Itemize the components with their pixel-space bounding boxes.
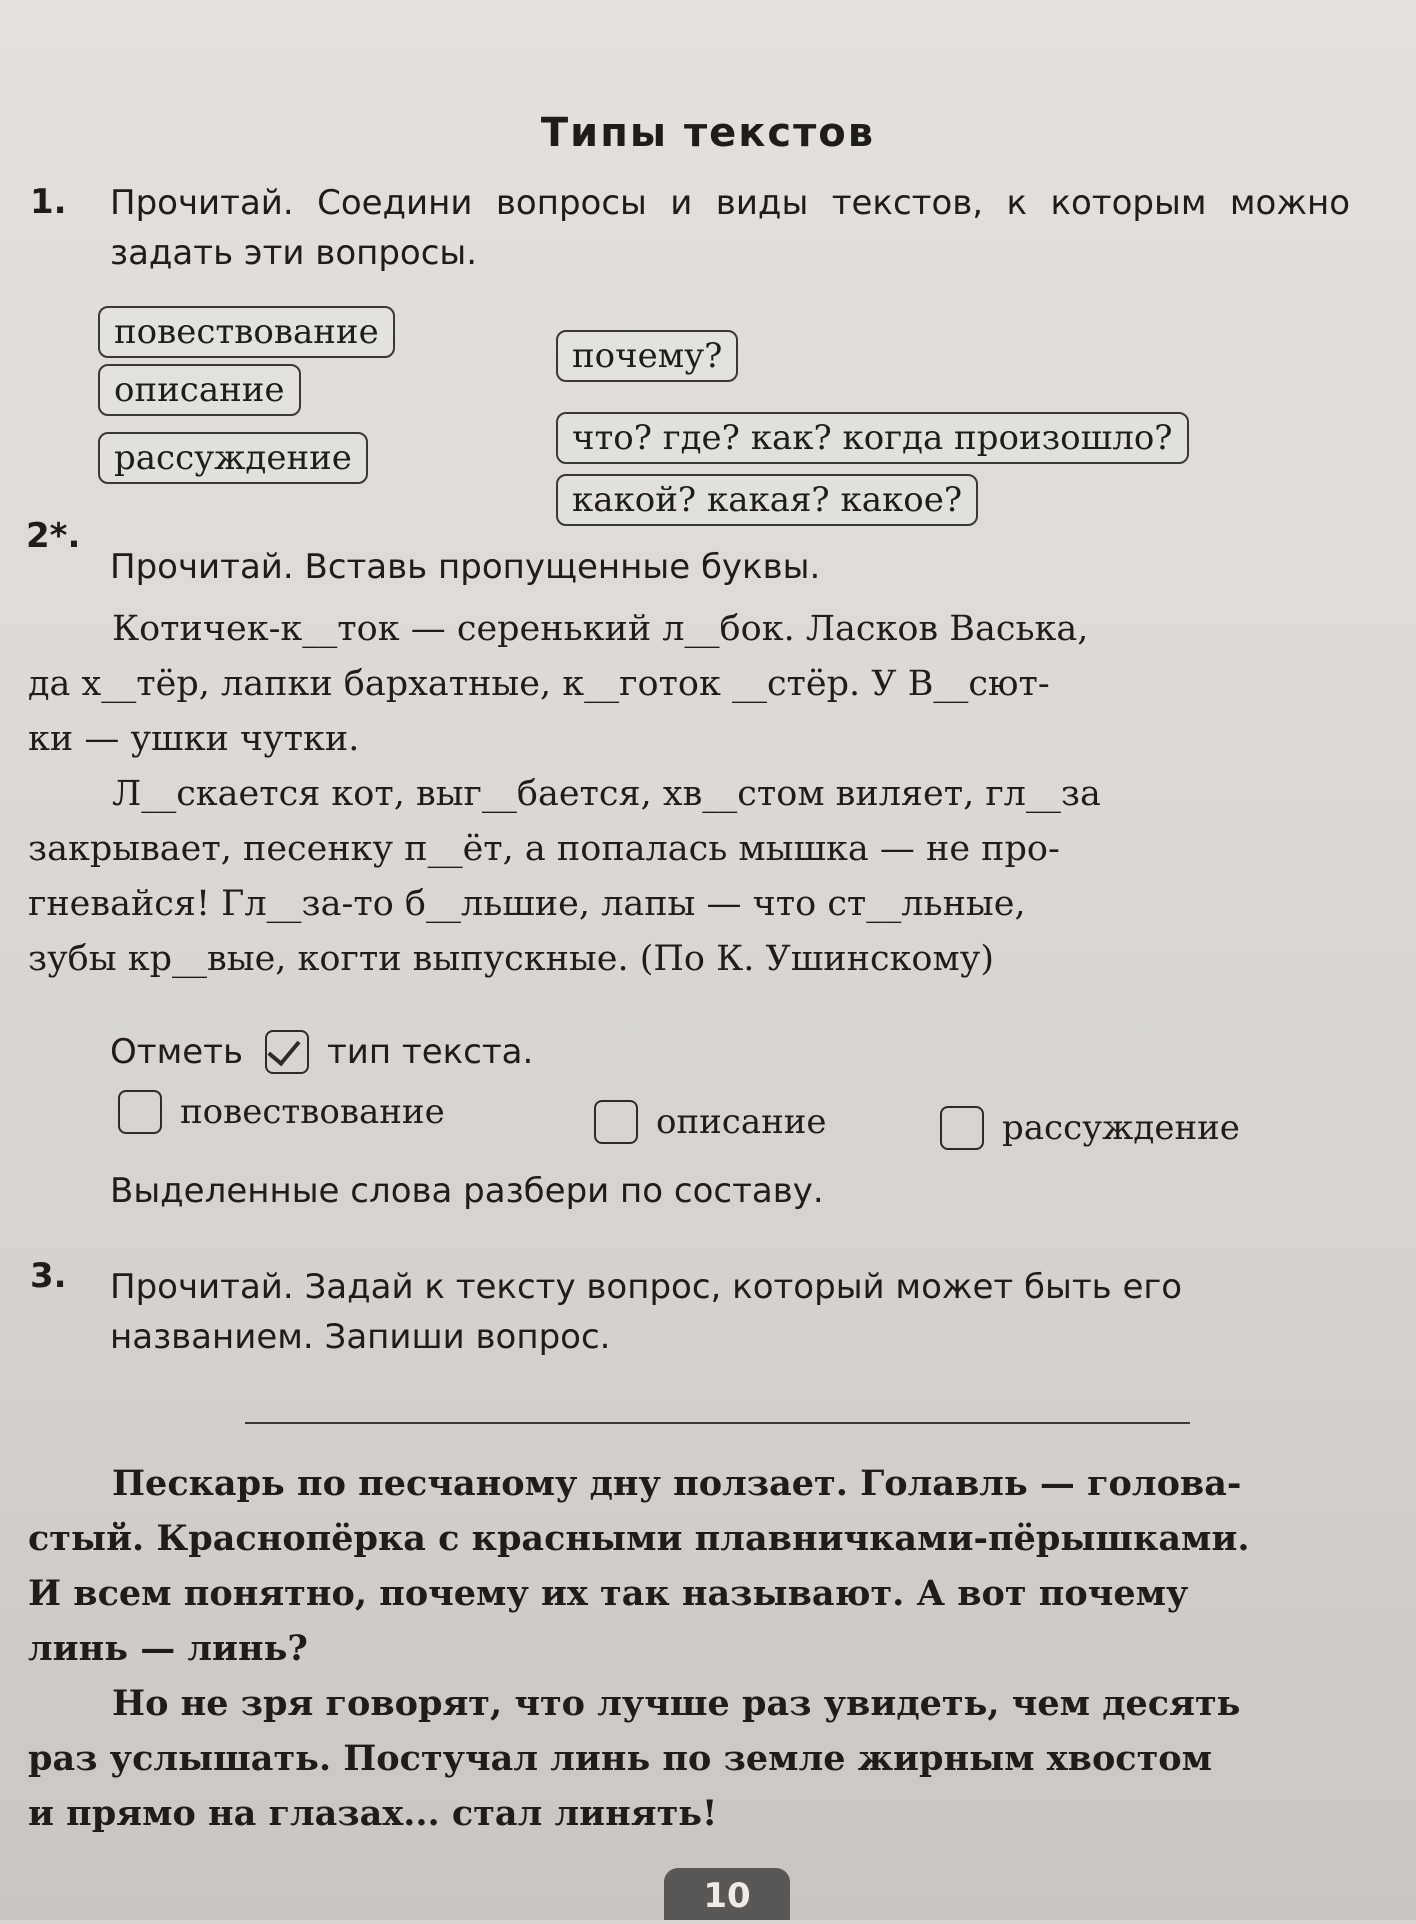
option-narration[interactable]	[118, 1090, 445, 1134]
question-box-why: почему?	[556, 330, 738, 382]
instruction-line: Прочитай. Задай к тексту вопрос, который может быть его	[110, 1267, 1183, 1307]
text-line: раз услышать. Постучал линь по земле жирным хвостом	[28, 1738, 1213, 1779]
task3-text	[28, 1456, 1388, 1841]
text-line: стый. Краснопёрка с красными плавничками-пёрышками.	[28, 1518, 1250, 1559]
parse-instruction: Выделенные слова разбери по составу.	[110, 1171, 824, 1211]
option-label: рассуждение	[1002, 1108, 1240, 1148]
task2-paragraph-1	[28, 602, 1388, 657]
text-line: Пескарь по песчаному дну ползает. Голавль — голова-	[112, 1463, 1242, 1504]
instruction-line: названием. Запиши вопрос.	[110, 1317, 611, 1357]
mark-suffix: тип текста.	[326, 1032, 534, 1072]
type-box-narration: повествование	[98, 306, 395, 358]
text-line: и прямо на глазах... стал линять!	[28, 1793, 718, 1834]
task2-number: 2*.	[26, 516, 81, 556]
page-title: Типы текстов	[540, 110, 876, 156]
text-line: линь — линь?	[28, 1628, 308, 1669]
checkmark-example-icon	[265, 1030, 309, 1074]
text-line: И всем понятно, почему их так называют. А вот почему	[28, 1573, 1189, 1614]
text-line: зубы кр__вые, когти выпускные. (По К. Ушинскому)	[28, 939, 994, 979]
text-line: Но не зря говорят, что лучше раз увидеть, чем десять	[112, 1683, 1241, 1724]
task2-paragraph-2	[28, 767, 1388, 822]
text-line: Котичек-к__ток — сеpенький л__бок. Ласков Васька,	[112, 609, 1089, 649]
option-reasoning[interactable]	[940, 1106, 1240, 1150]
checkbox-narration[interactable]	[118, 1090, 162, 1134]
text-line: гневайся! Гл__за-то б__льшие, лапы — что ст__льные,	[28, 884, 1026, 924]
page-number: 10	[664, 1868, 790, 1920]
text-line: да х__тёр, лапки бархатные, к__готок __стёр. У В__сют-	[28, 664, 1050, 704]
task1-instruction: Прочитай. Соедини вопросы и виды текстов, к которым можно задать эти вопросы.	[110, 183, 1350, 273]
type-box-description: описание	[98, 364, 301, 416]
mark-prefix: Отметь	[110, 1032, 243, 1072]
task2-text	[28, 602, 1388, 987]
option-description[interactable]	[594, 1100, 827, 1144]
task3-instruction	[110, 1262, 1380, 1362]
task2-instruction: Прочитай. Вставь пропущенные буквы.	[110, 547, 821, 587]
answer-line[interactable]	[245, 1422, 1190, 1424]
type-box-reasoning: рассуждение	[98, 432, 368, 484]
mark-instruction	[110, 1030, 533, 1074]
option-label: описание	[656, 1102, 827, 1142]
checkbox-description[interactable]	[594, 1100, 638, 1144]
text-line: ки — ушки чутки.	[28, 719, 360, 759]
text-line: закрывает, песенку п__ёт, а попалась мышка — не про-	[28, 829, 1060, 869]
checkbox-reasoning[interactable]	[940, 1106, 984, 1150]
question-box-what-where: что? где? как? когда произошло?	[556, 412, 1189, 464]
task3-number: 3.	[30, 1256, 67, 1296]
task3-paragraph-1	[28, 1456, 1388, 1511]
task1-number: 1.	[30, 182, 67, 222]
option-label: повествование	[180, 1092, 445, 1132]
task3-paragraph-2	[28, 1676, 1388, 1731]
text-line: Л__скается кот, выг__бается, хв__стом виляет, гл__за	[112, 774, 1101, 814]
question-box-which: какой? какая? какое?	[556, 474, 978, 526]
